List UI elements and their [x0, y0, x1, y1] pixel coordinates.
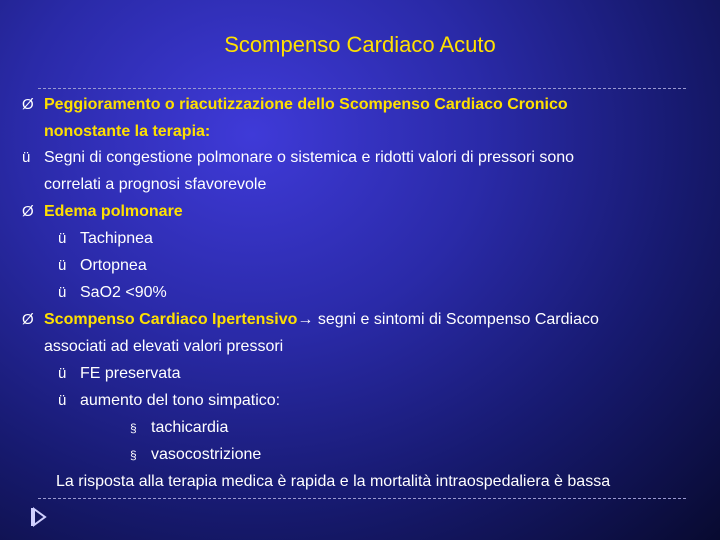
check-4-text: SaO2 <90% — [80, 284, 167, 301]
check-5-text: FE preservata — [80, 365, 181, 382]
arrow-bullet-2: Ø — [22, 203, 34, 220]
check-1-line-2: correlati a prognosi sfavorevole — [44, 176, 267, 193]
bullet-3-emphasis: Scompenso Cardiaco Ipertensivo — [44, 311, 298, 328]
closing-text: La risposta alla terapia medica è rapida e la mortalità intraospedaliera è bassa — [56, 473, 611, 490]
slide-title: Scompenso Cardiaco Acuto — [224, 32, 496, 57]
bottom-divider — [38, 498, 686, 499]
bullet-2-text: Edema polmonare — [44, 203, 183, 220]
check-bullet-5: ü — [58, 365, 67, 382]
arrow-bullet-3: Ø — [22, 311, 34, 328]
bullet-1-line-1: Peggioramento o riacutizzazione dello Scompenso Cardiaco Cronico — [44, 96, 568, 113]
play-triangle-icon[interactable] — [30, 506, 48, 528]
bullet-3-line-2: associati ad elevati valori pressori — [44, 338, 284, 355]
square-bullet-1: § — [130, 421, 137, 435]
check-1-line-1: Segni di congestione polmonare o sistemica e ridotti valori di pressori sono — [44, 149, 575, 166]
check-bullet-4: ü — [58, 284, 67, 301]
arrow-bullet-1: Ø — [22, 96, 34, 113]
check-bullet-1: ü — [22, 149, 31, 166]
check-2-text: Tachipnea — [80, 230, 153, 247]
check-bullet-3: ü — [58, 257, 67, 274]
bullet-1-line-2: nonostante la terapia: — [44, 123, 211, 140]
bullet-3-rest: segni e sintomi di Scompenso Cardiaco — [313, 311, 599, 328]
square-1-text: tachicardia — [151, 419, 229, 436]
square-bullet-2: § — [130, 448, 137, 462]
bullet-3-arrow: → — [297, 311, 314, 328]
square-2-text: vasocostrizione — [151, 446, 262, 463]
check-3-text: Ortopnea — [80, 257, 147, 274]
check-bullet-6: ü — [58, 392, 67, 409]
top-divider — [38, 88, 686, 89]
check-bullet-2: ü — [58, 230, 67, 247]
bullet-3-line-1 — [44, 311, 599, 329]
check-6-text: aumento del tono simpatico: — [80, 392, 281, 409]
